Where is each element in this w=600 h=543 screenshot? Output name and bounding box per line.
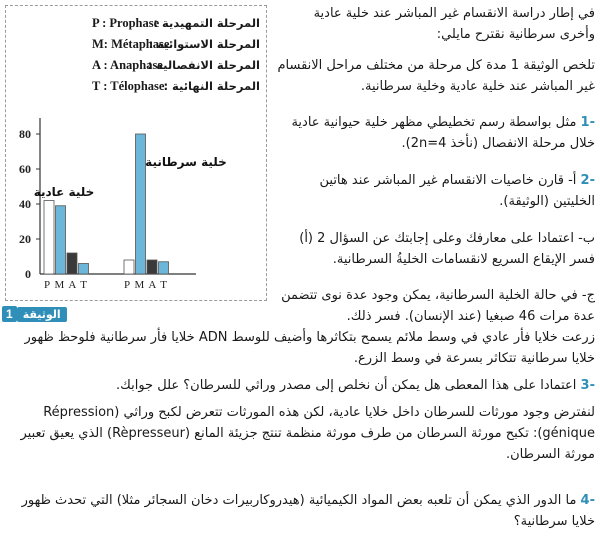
intro-paragraph: في إطار دراسة الانقسام غير المباشر عند خلية عادية وأخرى سرطانية نقترح مايلي: [313, 6, 595, 42]
x-category-label: P M A T [124, 279, 168, 291]
question-1-number: -1 [580, 115, 595, 130]
legend-ar-anaphase: المرحلة الانفصالية : [147, 58, 260, 72]
legend-ar-telophase: المرحلة النهائية : [163, 79, 260, 93]
legend-fr-metaphase: M: Métaphase [92, 37, 170, 51]
bar [79, 264, 89, 275]
bar [67, 253, 77, 274]
intro2-paragraph: تلخص الوثيقة 1 مدة كل مرحلة من مختلف مراحل الانقسام غير المباشر عند خلية عادية وخلية سرطانية. [277, 58, 595, 94]
legend-fr-prophase: P : Prophase [92, 16, 160, 30]
x-category-label: P M A T [44, 279, 88, 291]
bar-chart [6, 6, 266, 300]
question-4: -4 ما الدور الذي يمكن أن تلعبه بعض المواد الكيميائية (هيدروكاربيرات دخان السجائر مثلا) التي تحدث ظهور خلايا سرطانية؟ [21, 493, 595, 529]
culture-paragraph: زرعت خلايا فأر عادي في وسط ملائم يسمح بتكاثرها وأضيف للوسط ADN خلايا فأر سرطانية فلوحظ ظهور خلايا سرطانية تتكاثر بسرعة في وسط الزرع. [24, 330, 595, 366]
bar [136, 134, 146, 274]
y-tick-label: 40 [19, 197, 31, 211]
bar [44, 201, 54, 275]
legend-fr-telophase: T : Télophase [92, 79, 165, 93]
legend-fr-anaphase: A : Anaphase [92, 58, 163, 72]
question-2-number: -2 [580, 173, 595, 188]
group-label-cancer: خلية سرطانية [145, 155, 227, 169]
y-tick-label: 20 [19, 232, 31, 246]
bar [159, 262, 169, 274]
figure-label: الوثيقة [17, 307, 67, 322]
question-2c: ج- في حالة الخلية السرطانية، يمكن وجود عدة نوى تتضمن عدة مرات 46 صبغيا (عند الإنسان). فسر ذلك. [281, 288, 595, 324]
question-2a: -2 أ- قارن خاصيات الانقسام غير المباشر عند هاتين الخليتين (الوثيقة). [319, 173, 595, 209]
question-4-number: -4 [580, 493, 595, 508]
question-1: -1 مثل بواسطة رسم تخطيطي مظهر خلية حيوانية عادية خلال مرحلة الانفصال (نأخذ 2n=4). [291, 115, 595, 151]
legend-ar-prophase: المرحلة التمهيدية : [153, 16, 260, 30]
y-tick-label: 60 [19, 162, 31, 176]
question-3-number: -3 [580, 378, 595, 393]
question-2b: ب- اعتمادا على معارفك وعلى إجابتك عن السؤال 2 (أ) فسر الإيقاع السريع لانقسامات الخليةُ السرطانية. [299, 231, 595, 267]
bar [147, 260, 157, 274]
figure-badge [0, 305, 68, 323]
hypothesis-paragraph: لنفترض وجود مورثات للسرطان داخل خلايا عادية، لكن هذه المورثات تتعرض لكبح وراثي (Répression génique): تكبح مورثة السرطان من طرف مورثة منظمة تنتج جزيئة المانع (Rèpresseur) الذي يعيق تعبير مورثة السرطان. [20, 405, 595, 462]
legend-ar-metaphase: المرحلة الاستوائية : [148, 37, 260, 51]
figure-number: 1 [2, 306, 17, 322]
document-figure [5, 5, 267, 301]
bar [124, 260, 134, 274]
y-tick-label: 80 [19, 127, 31, 141]
y-tick-label: 0 [25, 267, 31, 281]
group-label-normal: خلية عادية [33, 185, 95, 199]
bar [56, 206, 66, 274]
question-3: -3 اعتمادا على هذا المعطى هل يمكن أن نخلص إلى مصدر وراثي للسرطان؟ علل جوابك. [116, 378, 595, 393]
